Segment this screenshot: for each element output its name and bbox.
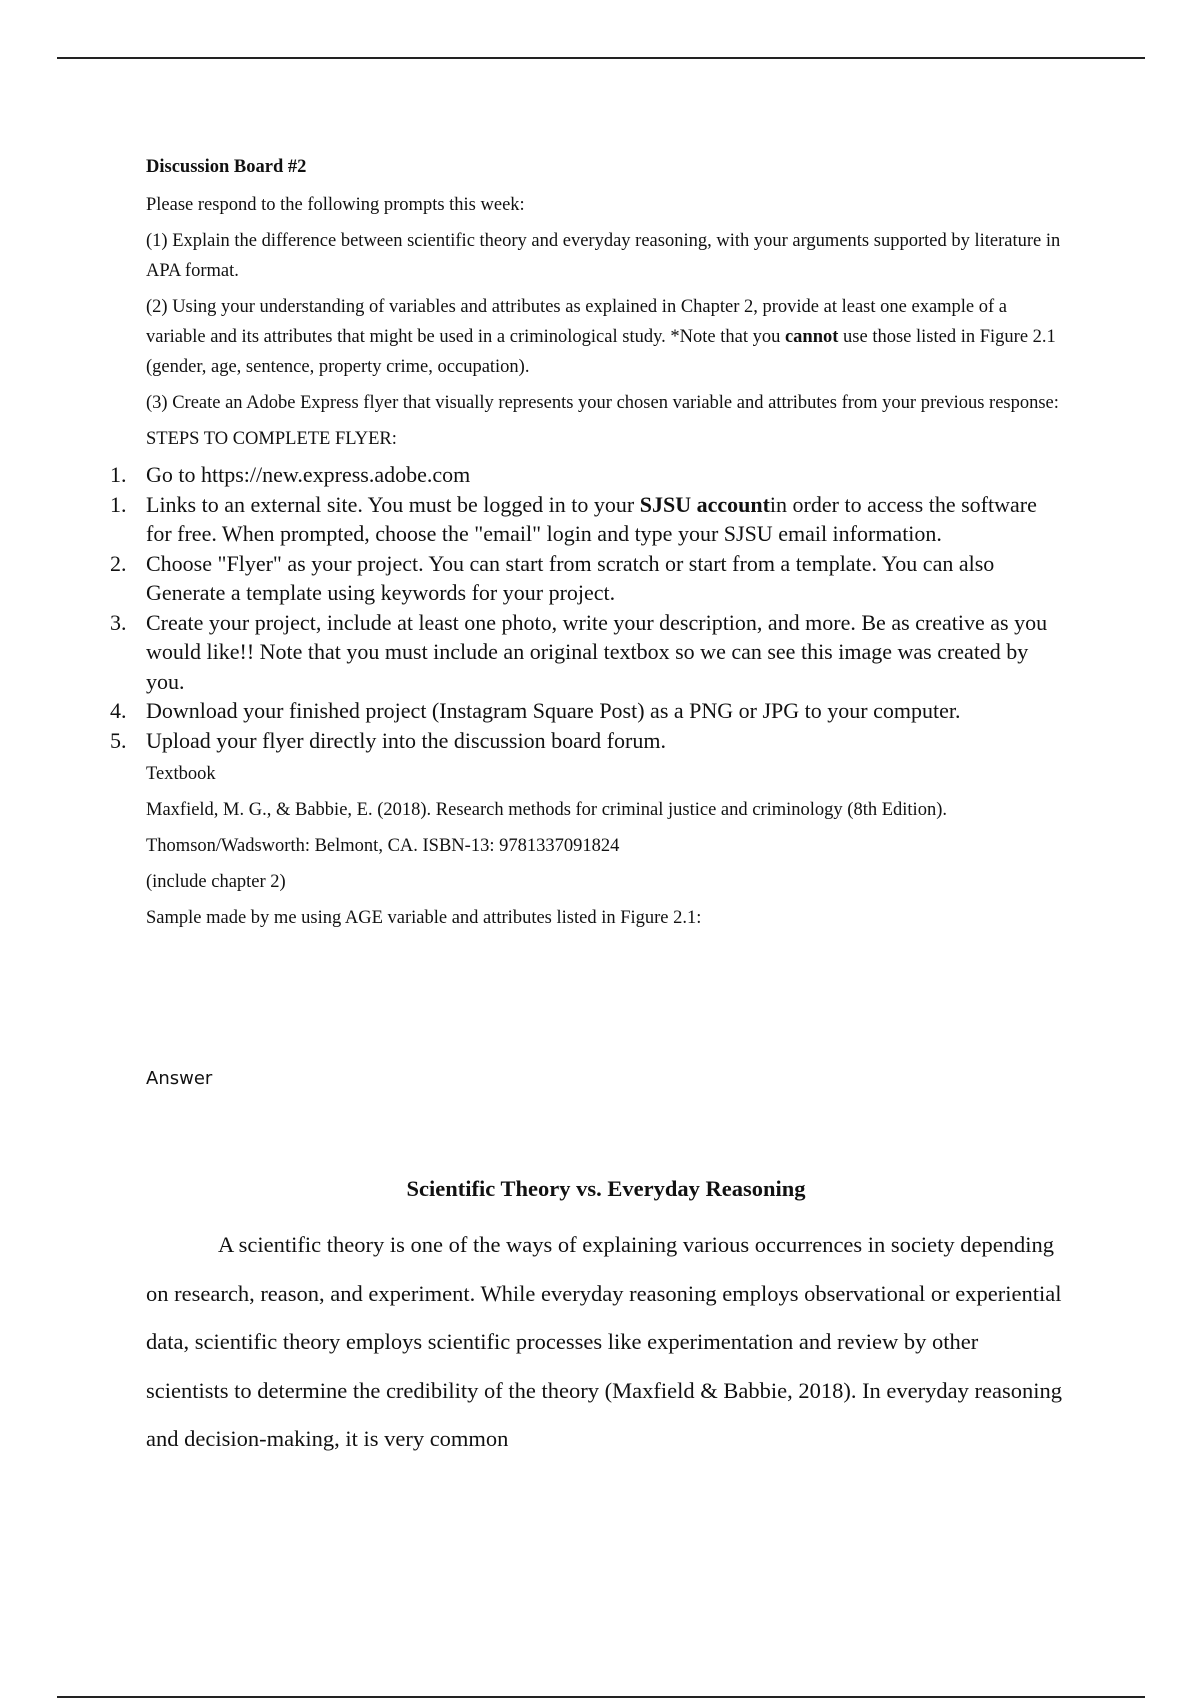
figure-placeholder — [146, 939, 1066, 1067]
citation-line-2: Thomson/Wadsworth: Belmont, CA. ISBN-13: 9781337091824 — [146, 836, 620, 856]
step-item — [110, 726, 1066, 756]
step-item — [110, 549, 1066, 608]
step-item — [110, 696, 1066, 726]
discussion-heading: Discussion Board #2 — [146, 157, 307, 177]
essay-paragraph: A scientific theory is one of the ways of explaining various occurrences in society depending on research, reason, and experiment. While everyday reasoning employs observational or experiential data, scientific theory employs scientific processes like experimentation and review by other scientists to determine the credibility of the theory (Maxfield & Babbie, 2018). In everyday reasoning and decision-making, it is very common — [146, 1232, 1062, 1451]
essay-title: Scientific Theory vs. Everyday Reasoning — [406, 1176, 806, 1201]
prompt-1: (1) Explain the difference between scientific theory and everyday reasoning, with your arguments supported by literature in APA format. — [146, 231, 1061, 281]
step-item — [110, 490, 1066, 549]
textbook-label: Textbook — [146, 764, 216, 784]
step-emphasis: SJSU account — [639, 491, 770, 517]
step-number: 2. — [110, 550, 127, 576]
step-text: Choose "Flyer" as your project. You can start from scratch or start from a template. You can also Generate a template using keywords for your project. — [146, 550, 995, 605]
prompt-2 — [146, 292, 1066, 382]
step-item — [110, 460, 1066, 490]
include-note: (include chapter 2) — [146, 872, 286, 892]
answer-label: Answer — [146, 1068, 213, 1089]
prompt-3: (3) Create an Adobe Express flyer that visually represents your chosen variable and attributes from your previous response: — [146, 393, 1059, 413]
step-text: Download your finished project (Instagram Square Post) as a PNG or JPG to your computer. — [146, 698, 961, 723]
step-number: 5. — [110, 727, 127, 753]
step-text: Create your project, include at least one photo, write your description, and more. Be as creative as you would like!! Note that you must include an original textbox so we can see this image was created by you. — [146, 609, 1048, 694]
prompt-2-emphasis: cannot — [784, 327, 839, 347]
prompt-2-text-a: (2) Using your understanding of variables and attributes as explained in Chapter 2, provide at least one example of a variable and its attributes that might be used in a criminological study. *Note that you — [146, 297, 1008, 347]
step-item — [110, 608, 1066, 697]
citation-line-1: Maxfield, M. G., & Babbie, E. (2018). Research methods for criminal justice and criminology (8th Edition). — [146, 800, 947, 820]
step-text: in order to access the software for free. When prompted, choose the "email" login and type your SJSU email information. — [146, 491, 1037, 546]
step-number: 1. — [110, 462, 127, 487]
step-number: 1. — [110, 491, 127, 517]
step-text: Upload your flyer directly into the discussion board forum. — [146, 727, 666, 753]
step-number: 3. — [110, 609, 127, 635]
step-text: Links to an external site. You must be logged in to your — [146, 491, 640, 517]
step-text: Go to https://new.express.adobe.com — [146, 462, 471, 487]
top-rule — [57, 57, 1145, 59]
bottom-rule — [57, 1696, 1145, 1698]
steps-heading: STEPS TO COMPLETE FLYER: — [146, 429, 397, 449]
intro-text: Please respond to the following prompts this week: — [146, 195, 525, 215]
steps-list — [110, 460, 1066, 755]
document-page — [110, 152, 1066, 1464]
sample-note: Sample made by me using AGE variable and attributes listed in Figure 2.1: — [146, 908, 702, 928]
step-number: 4. — [110, 698, 127, 723]
prompt-2-text-b: use those listed in Figure 2.1 (gender, age, sentence, property crime, occupation). — [146, 327, 1056, 377]
